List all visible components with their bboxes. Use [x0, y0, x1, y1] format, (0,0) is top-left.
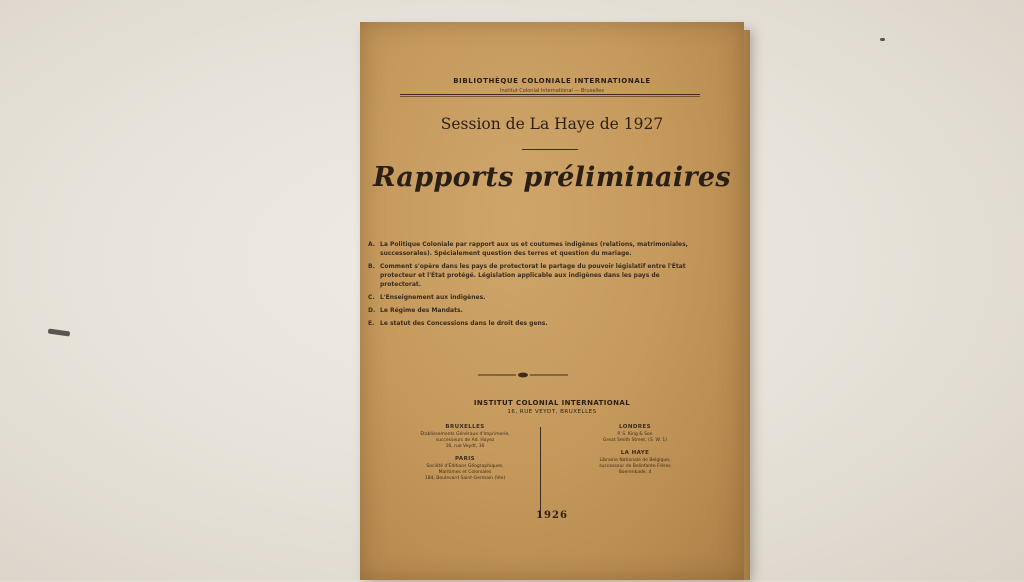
contents-item: C. L'Enseignement aux indigènes.: [368, 294, 486, 301]
imprint-left: BRUXELLES Établissements Généraux d'Imprimerie, successeurs de Ad. Hayez 16, rue Veydt, 16 PARIS Société d'Éditions Géographiques, Maritimes et Coloniales 184, Boulevard Saint-Germain (VIe): [390, 424, 540, 482]
book-title: Rapports préliminaires: [373, 162, 731, 193]
publisher-address: 16, RUE VEYDT, BRUXELLES: [507, 409, 597, 415]
background-speck: [880, 38, 885, 41]
contents-list: [368, 240, 688, 332]
city-la-haye: LA HAYE: [620, 450, 650, 456]
publication-year: 1926: [536, 510, 568, 521]
contents-item: B. Comment s'opère dans les pays de protectorat le partage du pouvoir législatif entre l'État protecteur et l'État protégé. Législation applicable aux indigènes dans les pays de protectorat.: [368, 263, 686, 288]
imprint-right: LONDRES P. S. King & Son Great Smith Street, (S. W. 1) LA HAYE Librairie Nationale de Belgique, successeur de Belinfante Frères Boerenkade, 4: [560, 424, 710, 476]
publisher-name: INSTITUT COLONIAL INTERNATIONAL: [473, 399, 631, 407]
background-speck: [48, 328, 70, 336]
contents-item: E. Le statut des Concessions dans le droit des gens.: [368, 320, 548, 327]
contents-item: D. Le Régime des Mandats.: [368, 307, 463, 314]
session-rule: [522, 149, 578, 150]
book-cover: [360, 22, 744, 580]
city-paris: PARIS: [454, 456, 476, 462]
contents-item: A. La Politique Coloniale par rapport aux us et coutumes indigènes (relations, matrimoniales, successorales). Spécialement question des terres et question du mariage.: [368, 241, 688, 257]
city-londres: LONDRES: [619, 424, 651, 430]
series-subtitle: Institut Colonial International — Bruxelles: [500, 88, 604, 94]
header-rule-thin: [400, 96, 700, 97]
city-bruxelles: BRUXELLES: [445, 424, 485, 430]
series-title: BIBLIOTHÈQUE COLONIALE INTERNATIONALE: [453, 77, 651, 85]
header-rule: [400, 94, 700, 95]
imprint-divider: [540, 427, 541, 517]
ornament-divider: [478, 372, 568, 378]
session-heading: Session de La Haye de 1927: [440, 115, 664, 133]
